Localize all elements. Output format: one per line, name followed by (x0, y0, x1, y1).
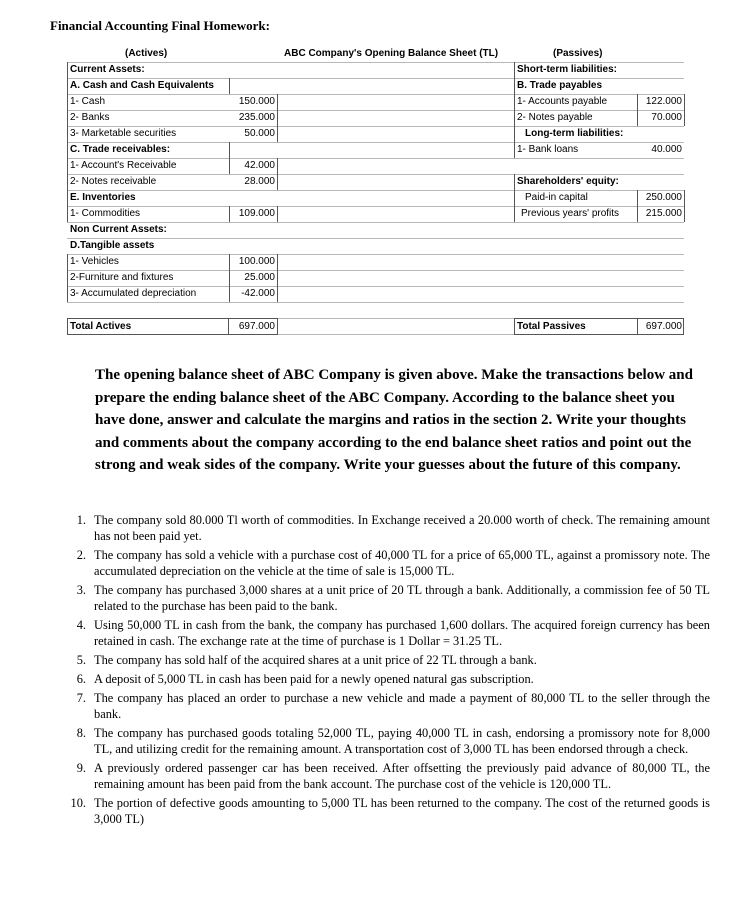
list-item (60, 671, 710, 687)
item-text: The company sold 80.000 Tl worth of commodities. In Exchange received a 20.000 worth of check. The remaining amount has not been paid yet. (94, 513, 710, 543)
item-number: 8. (76, 726, 86, 740)
actives-row-label: 2- Banks (70, 112, 110, 123)
item-number: 3. (76, 583, 86, 597)
passives-row-value: 250.000 (645, 192, 682, 203)
item-text: The company has placed an order to purchase a new vehicle and made a payment of 80,000 TL to the seller through the bank. (94, 691, 710, 721)
sheet-title: ABC Company's Opening Balance Sheet (TL) (284, 48, 499, 59)
list-item (60, 512, 710, 544)
item-number: 4. (76, 618, 86, 632)
passives-row-value: 40.000 (651, 144, 682, 155)
actives-row-label: 1- Cash (70, 96, 106, 107)
item-text: The company has purchased 3,000 shares at a unit price of 20 TL through a bank. Additionally, a commission fee of 50 TL related to the purchase has been paid to the bank. (94, 583, 710, 613)
actives-row-value: -42.000 (241, 288, 275, 299)
actives-row-value: 28.000 (244, 176, 275, 187)
list-item (60, 547, 710, 579)
passives-row-label: Paid-in capital (525, 192, 588, 203)
actives-row-label: 1- Vehicles (70, 256, 119, 267)
total-passives-value: 697.000 (645, 321, 682, 332)
actives-row-label: C. Trade receivables: (70, 144, 171, 155)
actives-row-label: 1- Commodities (70, 208, 141, 219)
actives-row-label: D.Tangible assets (70, 240, 155, 251)
actives-row-label: 3- Marketable securities (70, 128, 177, 139)
list-item (60, 617, 710, 649)
passives-row-label: Long-term liabilities: (525, 128, 624, 139)
item-number: 7. (76, 691, 86, 705)
passives-row-value: 70.000 (651, 112, 682, 123)
actives-row-label: 2- Notes receivable (70, 176, 157, 187)
list-item (60, 725, 710, 757)
passives-row-label: 1- Accounts payable (517, 96, 608, 107)
actives-row-label: E. Inventories (70, 192, 136, 203)
passives-row-label: Short-term liabilities: (517, 64, 618, 75)
actives-row-label: 2-Furniture and fixtures (70, 272, 174, 283)
list-item (60, 690, 710, 722)
actives-row-value: 235.000 (238, 112, 275, 123)
page-title: Financial Accounting Final Homework: (50, 18, 270, 33)
total-actives-value: 697.000 (238, 321, 275, 332)
item-text: The company has purchased goods totaling 52,000 TL, paying 40,000 TL in cash, endorsing a promissory note for 8,000 TL, and utilizing credit for the remaining amount. A transportation cost of 3,000 TL has been endorsed through a check. (94, 726, 710, 756)
actives-row-label: 3- Accumulated depreciation (70, 288, 197, 299)
actives-row-value: 109.000 (238, 208, 275, 219)
item-number: 2. (76, 548, 86, 562)
passives-row-value: 215.000 (645, 208, 682, 219)
passives-row-label: 2- Notes payable (517, 112, 593, 123)
actives-row-label: 1- Account's Receivable (70, 160, 177, 171)
transaction-list (60, 512, 710, 830)
item-number: 1. (76, 513, 86, 527)
list-item (60, 652, 710, 668)
list-item (60, 795, 710, 827)
actives-row-value: 100.000 (238, 256, 275, 267)
opening-balance-sheet (67, 46, 684, 340)
actives-row-value: 50.000 (244, 128, 275, 139)
actives-header: (Actives) (125, 48, 168, 59)
list-item (60, 582, 710, 614)
item-text: A deposit of 5,000 TL in cash has been paid for a newly opened natural gas subscription. (94, 672, 534, 686)
instructions-paragraph: The opening balance sheet of ABC Company is given above. Make the transactions below and prepare the ending balance sheet of the ABC Company. According to the balance sheet you have done, answer and calculate the margins and ratios in the section 2. Write your thoughts and comments about the company according to the end balance sheet ratios and point out the strong and weak sides of the company. Write your guesses about the future of this company. (95, 367, 693, 474)
passives-row-label: 1- Bank loans (517, 144, 579, 155)
passives-row-label: B. Trade payables (517, 80, 603, 91)
item-text: The portion of defective goods amounting to 5,000 TL has been returned to the company. The cost of the returned goods is 3,000 TL) (94, 796, 710, 826)
item-number: 5. (76, 653, 86, 667)
item-text: The company has sold a vehicle with a purchase cost of 40,000 TL for a price of 65,000 TL, against a promissory note. The accumulated depreciation on the vehicle at the time of sale is 15,000 TL. (94, 548, 710, 578)
actives-row-value: 150.000 (238, 96, 275, 107)
item-number: 10. (70, 796, 86, 810)
actives-row-label: Current Assets: (70, 64, 145, 75)
item-text: Using 50,000 TL in cash from the bank, the company has purchased 1,600 dollars. The acquired foreign currency has been retained in cash. The exchange rate at the time of purchase is 1 Dollar = 31.25 TL. (94, 618, 710, 648)
actives-row-value: 25.000 (244, 272, 275, 283)
actives-row-value: 42.000 (244, 160, 275, 171)
total-passives-label: Total Passives (517, 321, 586, 332)
passives-row-label: Shareholders' equity: (517, 176, 619, 187)
list-item (60, 760, 710, 792)
item-number: 6. (76, 672, 86, 686)
passives-row-value: 122.000 (645, 96, 682, 107)
passives-row-label: Previous years' profits (521, 208, 620, 219)
passives-header: (Passives) (553, 48, 603, 59)
item-text: A previously ordered passenger car has been received. After offsetting the previously paid advance of 80,000 TL, the remaining amount has been paid from the bank account. The purchase cost of the vehicle is 120,000 TL. (94, 761, 710, 791)
actives-row-label: Non Current Assets: (70, 224, 167, 235)
actives-row-label: A. Cash and Cash Equivalents (70, 80, 214, 91)
total-actives-label: Total Actives (70, 321, 132, 332)
item-text: The company has sold half of the acquired shares at a unit price of 22 TL through a bank. (94, 653, 537, 667)
item-number: 9. (76, 761, 86, 775)
